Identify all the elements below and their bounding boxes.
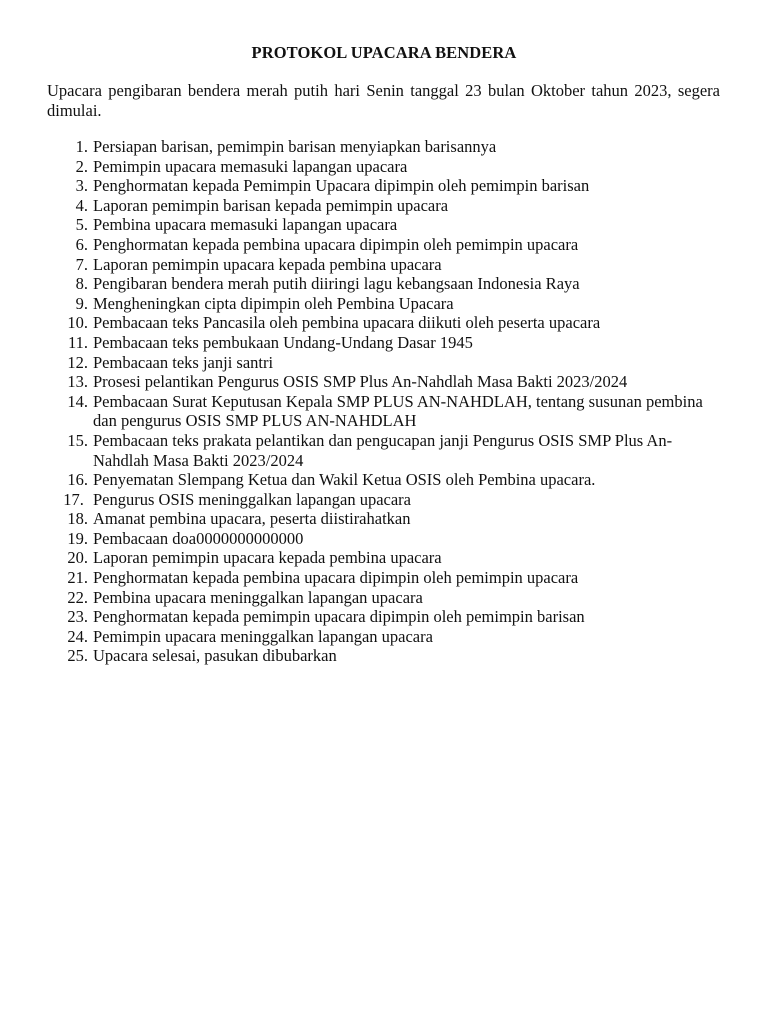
list-item <box>47 490 727 510</box>
list-item-number: 23. <box>67 607 88 627</box>
list-item-number: 1. <box>75 137 88 156</box>
list-item <box>47 431 727 470</box>
list-item-number: 13. <box>67 372 88 392</box>
list-item-number: 18. <box>67 509 88 529</box>
list-item-number: 3. <box>75 176 88 196</box>
list-item-number: 16. <box>67 470 88 490</box>
list-item <box>47 392 727 431</box>
list-item <box>47 646 727 666</box>
list-item-number: 8. <box>75 274 88 294</box>
list-item <box>47 588 727 608</box>
list-item <box>47 176 727 196</box>
list-item-text: Persiapan barisan, pemimpin barisan menyiapkan barisannya <box>93 137 497 156</box>
list-item <box>47 215 727 235</box>
list-item <box>47 255 727 275</box>
list-item-text: Pembina upacara memasuki lapangan upacara <box>93 215 398 235</box>
list-item-text: Laporan pemimpin upacara kepada pembina upacara <box>93 548 442 568</box>
list-item-text: Pengurus OSIS meninggalkan lapangan upacara <box>93 489 411 509</box>
list-item-number: 4. <box>75 195 88 215</box>
list-item-number: 24. <box>67 626 88 646</box>
list-item-text: Pengibaran bendera merah putih diiringi lagu kebangsaan Indonesia Raya <box>93 274 580 294</box>
list-item <box>47 333 727 353</box>
list-item-text: Laporan pemimpin upacara kepada pembina upacara <box>93 254 442 274</box>
list-item-text: Penyematan Slempang Ketua dan Wakil Ketua OSIS oleh Pembina upacara. <box>93 470 596 490</box>
list-item-text: Pembacaan teks pembukaan Undang-Undang Dasar 1945 <box>93 332 473 352</box>
list-item-text: Penghormatan kepada Pemimpin Upacara dipimpin oleh pemimpin barisan <box>93 176 590 196</box>
list-item <box>47 137 727 157</box>
list-item-text: Pembacaan teks prakata pelantikan dan pengucapan janji Pengurus OSIS SMP Plus An-Nahdlah Masa Bakti 2023/2024 <box>93 430 673 470</box>
list-item <box>47 568 727 588</box>
list-item-text: Penghormatan kepada pembina upacara dipimpin oleh pemimpin upacara <box>93 568 579 588</box>
list-item-text: Pembacaan Surat Keputusan Kepala SMP PLUS AN-NAHDLAH, tentang susunan pembina dan pengurus OSIS SMP PLUS AN-NAHDLAH <box>93 391 703 431</box>
list-item <box>47 157 727 177</box>
list-item-number: 7. <box>75 254 88 274</box>
list-item-number: 5. <box>75 215 88 235</box>
list-item-number: 11. <box>67 332 88 352</box>
list-item-number: 6. <box>75 234 88 254</box>
list-item-number: 9. <box>75 293 88 313</box>
list-item-text: Penghormatan kepada pembina upacara dipimpin oleh pemimpin upacara <box>93 234 579 254</box>
list-item-text: Pembacaan teks janji santri <box>93 352 274 372</box>
list-item-text: Penghormatan kepada pemimpin upacara dipimpin oleh pemimpin barisan <box>93 607 585 627</box>
list-item-text: Laporan pemimpin barisan kepada pemimpin upacara <box>93 195 449 215</box>
list-item <box>47 627 727 647</box>
intro-paragraph: Upacara pengibaran bendera merah putih hari Senin tanggal 23 bulan Oktober tahun 2023, segera dimulai. <box>47 81 720 120</box>
list-item-text: Upacara selesai, pasukan dibubarkan <box>93 646 337 666</box>
list-item <box>47 372 727 392</box>
document-title: PROTOKOL UPACARA BENDERA <box>251 43 517 62</box>
list-item-number: 25. <box>67 646 88 666</box>
list-item <box>47 470 727 490</box>
list-item-number: 10. <box>67 313 88 333</box>
list-item-text: Pemimpin upacara meninggalkan lapangan upacara <box>93 626 433 646</box>
list-item-number: 2. <box>75 156 88 176</box>
protocol-list <box>47 137 727 666</box>
list-item-number: 21. <box>67 568 88 588</box>
list-item <box>47 607 727 627</box>
list-item <box>47 313 727 333</box>
list-item-text: Pemimpin upacara memasuki lapangan upacara <box>93 156 408 176</box>
list-item-number: 15. <box>67 430 88 450</box>
list-item <box>47 529 727 549</box>
list-item-text: Amanat pembina upacara, peserta diistirahatkan <box>93 509 411 529</box>
list-item-text: Pembacaan doa0000000000000 <box>93 528 304 548</box>
list-item-text: Pembina upacara meninggalkan lapangan upacara <box>93 587 423 607</box>
list-item-number: 12. <box>67 352 88 372</box>
list-item <box>47 274 727 294</box>
list-item-text: Mengheningkan cipta dipimpin oleh Pembina Upacara <box>93 293 454 313</box>
list-item <box>47 548 727 568</box>
list-item <box>47 235 727 255</box>
list-item-number: 19. <box>67 528 88 548</box>
list-item-number: 22. <box>67 587 88 607</box>
list-item <box>47 196 727 216</box>
list-item-number: 17. <box>63 489 88 509</box>
list-item <box>47 509 727 529</box>
list-item <box>47 353 727 373</box>
list-item-text: Prosesi pelantikan Pengurus OSIS SMP Plus An-Nahdlah Masa Bakti 2023/2024 <box>93 372 628 392</box>
list-item-number: 20. <box>67 548 88 568</box>
list-item-text: Pembacaan teks Pancasila oleh pembina upacara diikuti oleh peserta upacara <box>93 313 601 333</box>
list-item <box>47 294 727 314</box>
list-item-number: 14. <box>67 391 88 411</box>
